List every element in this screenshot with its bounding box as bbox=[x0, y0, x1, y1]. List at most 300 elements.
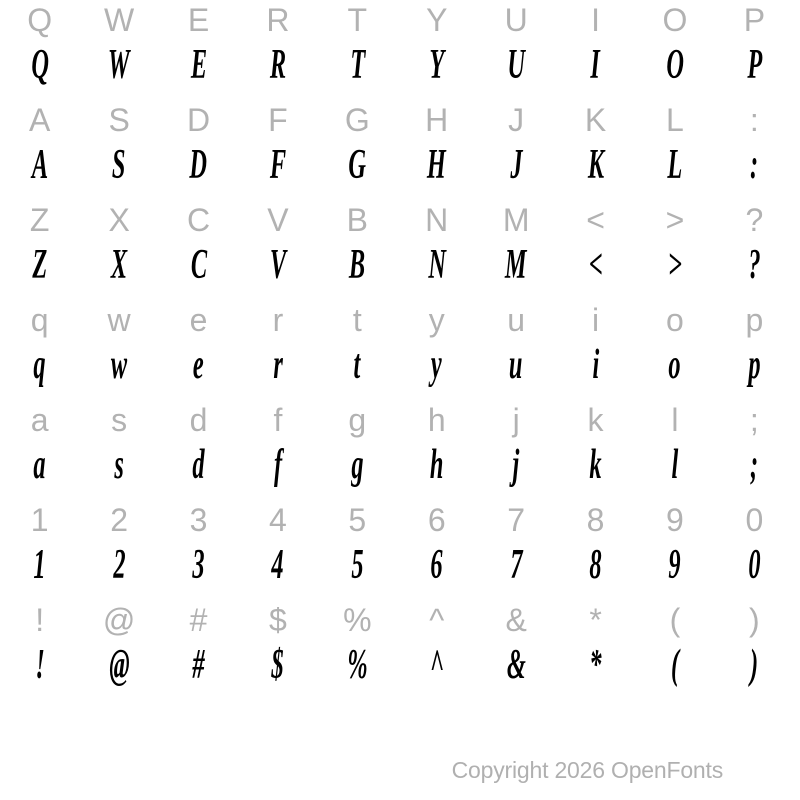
reference-glyph-char: $ bbox=[269, 602, 287, 638]
reference-glyph-cell bbox=[159, 400, 238, 442]
reference-glyph-char: d bbox=[189, 402, 208, 438]
reference-glyph-cell bbox=[635, 400, 714, 442]
specimen-row bbox=[0, 442, 794, 500]
specimen-glyph-cell bbox=[715, 542, 794, 600]
reference-glyph-cell bbox=[715, 600, 794, 642]
specimen-glyph-char: V bbox=[269, 242, 287, 288]
reference-glyph-cell bbox=[318, 200, 397, 242]
specimen-glyph-cell bbox=[476, 442, 555, 500]
reference-glyph-char: R bbox=[266, 2, 290, 38]
specimen-glyph-char: p bbox=[748, 342, 761, 388]
specimen-row bbox=[0, 542, 794, 600]
reference-glyph-cell bbox=[715, 100, 794, 142]
reference-glyph-char: H bbox=[425, 102, 449, 138]
glyph-row-pair bbox=[0, 300, 794, 400]
reference-glyph-cell bbox=[556, 0, 635, 42]
reference-glyph-cell bbox=[397, 100, 476, 142]
specimen-glyph-char: ! bbox=[34, 642, 45, 688]
reference-glyph-cell bbox=[397, 500, 476, 542]
reference-glyph-cell bbox=[397, 600, 476, 642]
reference-glyph-cell bbox=[397, 300, 476, 342]
reference-glyph-cell bbox=[238, 600, 317, 642]
reference-glyph-char: l bbox=[671, 402, 679, 438]
reference-glyph-cell bbox=[715, 500, 794, 542]
specimen-glyph-cell bbox=[556, 542, 635, 600]
reference-glyph-cell bbox=[79, 300, 158, 342]
specimen-glyph-char: e bbox=[193, 342, 204, 388]
reference-glyph-char: B bbox=[346, 202, 368, 238]
specimen-glyph-char: 9 bbox=[668, 542, 682, 588]
specimen-glyph-char: F bbox=[269, 142, 287, 188]
specimen-glyph-char: k bbox=[589, 442, 602, 488]
reference-glyph-cell bbox=[635, 0, 714, 42]
reference-row bbox=[0, 200, 794, 242]
specimen-glyph-cell bbox=[635, 342, 714, 400]
specimen-glyph-cell bbox=[0, 142, 79, 200]
reference-glyph-cell bbox=[159, 500, 238, 542]
specimen-glyph-char: f bbox=[273, 442, 282, 488]
specimen-glyph-char: A bbox=[31, 142, 48, 188]
specimen-glyph-cell bbox=[556, 142, 635, 200]
specimen-glyph-cell bbox=[715, 42, 794, 100]
reference-glyph-char: 7 bbox=[507, 502, 526, 538]
specimen-glyph-char: w bbox=[110, 342, 128, 388]
reference-glyph-char: X bbox=[108, 202, 130, 238]
specimen-glyph-cell bbox=[635, 642, 714, 700]
specimen-glyph-cell bbox=[318, 542, 397, 600]
reference-glyph-cell bbox=[0, 400, 79, 442]
reference-glyph-cell bbox=[556, 400, 635, 442]
specimen-glyph-cell bbox=[715, 342, 794, 400]
specimen-glyph-char: ; bbox=[750, 442, 759, 488]
specimen-glyph-cell bbox=[397, 42, 476, 100]
reference-glyph-cell bbox=[556, 200, 635, 242]
reference-glyph-cell bbox=[476, 300, 555, 342]
reference-glyph-cell bbox=[159, 200, 238, 242]
reference-glyph-cell bbox=[476, 0, 555, 42]
reference-row bbox=[0, 100, 794, 142]
specimen-glyph-char: K bbox=[587, 142, 604, 188]
reference-glyph-cell bbox=[476, 200, 555, 242]
specimen-glyph-cell bbox=[238, 542, 317, 600]
specimen-glyph-char: q bbox=[33, 342, 46, 388]
specimen-glyph-cell bbox=[238, 142, 317, 200]
reference-row bbox=[0, 300, 794, 342]
reference-glyph-char: ^ bbox=[429, 602, 445, 638]
glyph-row-pair bbox=[0, 0, 794, 100]
specimen-glyph-cell bbox=[635, 242, 714, 300]
specimen-glyph-char: # bbox=[192, 642, 205, 688]
reference-glyph-char: O bbox=[662, 2, 688, 38]
specimen-glyph-cell bbox=[79, 142, 158, 200]
specimen-glyph-char: d bbox=[192, 442, 205, 488]
reference-glyph-cell bbox=[635, 100, 714, 142]
reference-glyph-cell bbox=[715, 400, 794, 442]
specimen-glyph-cell bbox=[238, 342, 317, 400]
glyph-row-pair bbox=[0, 100, 794, 200]
specimen-glyph-cell bbox=[318, 342, 397, 400]
reference-glyph-char: ( bbox=[669, 602, 681, 638]
specimen-glyph-cell bbox=[397, 542, 476, 600]
specimen-glyph-char: r bbox=[273, 342, 283, 388]
specimen-glyph-cell bbox=[159, 642, 238, 700]
reference-glyph-cell bbox=[238, 300, 317, 342]
specimen-glyph-char: h bbox=[429, 442, 444, 488]
specimen-glyph-cell bbox=[159, 542, 238, 600]
specimen-glyph-char: $ bbox=[271, 642, 285, 688]
specimen-glyph-char: O bbox=[666, 42, 684, 88]
specimen-glyph-char: T bbox=[349, 42, 365, 88]
reference-glyph-char: K bbox=[584, 102, 607, 138]
specimen-glyph-char: M bbox=[505, 242, 527, 288]
specimen-glyph-cell bbox=[556, 42, 635, 100]
reference-glyph-cell bbox=[476, 600, 555, 642]
reference-glyph-cell bbox=[476, 500, 555, 542]
reference-glyph-cell bbox=[476, 100, 555, 142]
reference-glyph-cell bbox=[79, 200, 158, 242]
reference-glyph-char: u bbox=[507, 302, 526, 338]
specimen-glyph-cell bbox=[159, 342, 238, 400]
specimen-glyph-cell bbox=[556, 342, 635, 400]
reference-glyph-char: # bbox=[189, 602, 208, 638]
specimen-glyph-char: Y bbox=[429, 42, 445, 88]
reference-glyph-cell bbox=[715, 0, 794, 42]
reference-glyph-char: g bbox=[348, 402, 367, 438]
specimen-glyph-char: o bbox=[668, 342, 682, 388]
specimen-glyph-char: Q bbox=[30, 42, 49, 88]
specimen-glyph-cell bbox=[318, 242, 397, 300]
reference-glyph-cell bbox=[159, 300, 238, 342]
reference-glyph-char: t bbox=[352, 302, 362, 338]
reference-glyph-char: S bbox=[108, 102, 130, 138]
specimen-glyph-char: ) bbox=[750, 642, 759, 688]
specimen-glyph-cell bbox=[556, 442, 635, 500]
specimen-glyph-cell bbox=[635, 442, 714, 500]
specimen-glyph-cell bbox=[238, 642, 317, 700]
reference-row bbox=[0, 0, 794, 42]
reference-glyph-char: 0 bbox=[745, 502, 764, 538]
specimen-glyph-char: W bbox=[108, 42, 130, 88]
specimen-glyph-cell bbox=[0, 542, 79, 600]
reference-glyph-cell bbox=[635, 500, 714, 542]
specimen-glyph-cell bbox=[715, 142, 794, 200]
specimen-glyph-cell bbox=[0, 642, 79, 700]
reference-glyph-char: % bbox=[343, 602, 372, 638]
specimen-glyph-cell bbox=[476, 542, 555, 600]
glyph-row-pair bbox=[0, 500, 794, 600]
reference-glyph-char: w bbox=[107, 302, 131, 338]
reference-glyph-char: P bbox=[743, 2, 766, 38]
reference-glyph-cell bbox=[635, 200, 714, 242]
specimen-glyph-char: 3 bbox=[192, 542, 205, 588]
specimen-glyph-cell bbox=[397, 242, 476, 300]
specimen-glyph-cell bbox=[79, 542, 158, 600]
reference-glyph-char: E bbox=[187, 2, 210, 38]
specimen-glyph-cell bbox=[159, 242, 238, 300]
glyph-row-pair bbox=[0, 200, 794, 300]
reference-glyph-cell bbox=[79, 400, 158, 442]
reference-row bbox=[0, 600, 794, 642]
reference-glyph-char: p bbox=[745, 302, 764, 338]
reference-glyph-cell bbox=[556, 100, 635, 142]
reference-glyph-char: L bbox=[666, 102, 684, 138]
specimen-glyph-char: j bbox=[512, 442, 520, 488]
reference-glyph-char: V bbox=[267, 202, 289, 238]
reference-glyph-char: ; bbox=[749, 402, 759, 438]
reference-glyph-cell bbox=[556, 500, 635, 542]
specimen-row bbox=[0, 242, 794, 300]
reference-glyph-char: Z bbox=[29, 202, 50, 238]
reference-glyph-char: 5 bbox=[348, 502, 367, 538]
reference-row bbox=[0, 500, 794, 542]
specimen-glyph-char: E bbox=[190, 42, 207, 88]
reference-glyph-char: q bbox=[30, 302, 49, 338]
reference-glyph-char: r bbox=[272, 302, 284, 338]
specimen-glyph-cell bbox=[79, 642, 158, 700]
specimen-glyph-cell bbox=[397, 642, 476, 700]
reference-glyph-cell bbox=[318, 300, 397, 342]
specimen-glyph-char: X bbox=[110, 242, 128, 288]
reference-glyph-char: I bbox=[591, 2, 600, 38]
reference-glyph-char: 6 bbox=[427, 502, 446, 538]
specimen-glyph-cell bbox=[159, 42, 238, 100]
reference-glyph-char: @ bbox=[102, 602, 136, 638]
reference-glyph-cell bbox=[238, 200, 317, 242]
specimen-glyph-cell bbox=[476, 642, 555, 700]
reference-glyph-char: 3 bbox=[189, 502, 208, 538]
reference-glyph-cell bbox=[556, 300, 635, 342]
reference-glyph-cell bbox=[79, 500, 158, 542]
specimen-glyph-cell bbox=[318, 42, 397, 100]
reference-glyph-cell bbox=[79, 100, 158, 142]
specimen-glyph-char: B bbox=[349, 242, 366, 288]
specimen-glyph-cell bbox=[635, 542, 714, 600]
specimen-glyph-char: 7 bbox=[510, 542, 523, 588]
specimen-glyph-char: D bbox=[189, 142, 208, 188]
reference-glyph-char: j bbox=[512, 402, 520, 438]
specimen-glyph-char: < bbox=[588, 242, 603, 288]
specimen-row bbox=[0, 42, 794, 100]
reference-glyph-char: ) bbox=[749, 602, 760, 638]
reference-glyph-char: h bbox=[427, 402, 446, 438]
reference-glyph-char: : bbox=[749, 102, 759, 138]
reference-glyph-cell bbox=[0, 600, 79, 642]
reference-glyph-char: G bbox=[344, 102, 370, 138]
specimen-glyph-cell bbox=[715, 642, 794, 700]
reference-row bbox=[0, 400, 794, 442]
reference-glyph-char: > bbox=[665, 202, 685, 238]
reference-glyph-char: f bbox=[273, 402, 283, 438]
reference-glyph-char: U bbox=[504, 2, 528, 38]
reference-glyph-cell bbox=[0, 0, 79, 42]
specimen-glyph-cell bbox=[715, 442, 794, 500]
reference-glyph-char: k bbox=[587, 402, 604, 438]
specimen-glyph-cell bbox=[238, 42, 317, 100]
reference-glyph-char: T bbox=[347, 2, 368, 38]
reference-glyph-char: y bbox=[428, 302, 445, 338]
reference-glyph-cell bbox=[79, 600, 158, 642]
reference-glyph-char: M bbox=[502, 202, 530, 238]
specimen-glyph-char: ? bbox=[748, 242, 761, 288]
reference-glyph-cell bbox=[0, 500, 79, 542]
reference-glyph-cell bbox=[238, 400, 317, 442]
specimen-glyph-cell bbox=[318, 442, 397, 500]
reference-glyph-cell bbox=[318, 500, 397, 542]
specimen-glyph-char: J bbox=[510, 142, 523, 188]
specimen-glyph-cell bbox=[476, 142, 555, 200]
reference-glyph-cell bbox=[318, 100, 397, 142]
reference-glyph-char: o bbox=[666, 302, 684, 338]
specimen-glyph-cell bbox=[635, 42, 714, 100]
reference-glyph-char: J bbox=[508, 102, 525, 138]
specimen-row bbox=[0, 142, 794, 200]
specimen-glyph-char: S bbox=[112, 142, 126, 188]
specimen-glyph-cell bbox=[79, 42, 158, 100]
specimen-glyph-char: t bbox=[353, 342, 361, 388]
specimen-row bbox=[0, 342, 794, 400]
specimen-glyph-char: ^ bbox=[429, 642, 444, 688]
reference-glyph-char: 2 bbox=[110, 502, 128, 538]
specimen-glyph-char: g bbox=[351, 442, 364, 488]
reference-glyph-cell bbox=[159, 600, 238, 642]
specimen-glyph-cell bbox=[159, 142, 238, 200]
reference-glyph-cell bbox=[238, 0, 317, 42]
glyph-row-pair bbox=[0, 400, 794, 500]
reference-glyph-cell bbox=[715, 200, 794, 242]
specimen-glyph-cell bbox=[397, 442, 476, 500]
specimen-glyph-char: G bbox=[348, 142, 367, 188]
specimen-glyph-char: 4 bbox=[271, 542, 285, 588]
reference-glyph-cell bbox=[318, 400, 397, 442]
reference-glyph-char: Y bbox=[426, 2, 448, 38]
specimen-glyph-cell bbox=[0, 342, 79, 400]
reference-glyph-cell bbox=[238, 100, 317, 142]
specimen-glyph-cell bbox=[556, 242, 635, 300]
specimen-glyph-char: a bbox=[33, 442, 46, 488]
reference-glyph-char: Q bbox=[27, 2, 53, 38]
specimen-glyph-cell bbox=[635, 142, 714, 200]
reference-glyph-char: 9 bbox=[666, 502, 684, 538]
reference-glyph-cell bbox=[0, 200, 79, 242]
specimen-glyph-char: P bbox=[746, 42, 762, 88]
specimen-glyph-char: N bbox=[427, 242, 446, 288]
reference-glyph-cell bbox=[397, 200, 476, 242]
specimen-glyph-char: & bbox=[506, 642, 526, 688]
specimen-glyph-cell bbox=[318, 142, 397, 200]
reference-glyph-cell bbox=[318, 0, 397, 42]
reference-glyph-char: 8 bbox=[586, 502, 605, 538]
specimen-glyph-cell bbox=[0, 242, 79, 300]
reference-glyph-cell bbox=[79, 0, 158, 42]
reference-glyph-cell bbox=[397, 400, 476, 442]
specimen-glyph-char: R bbox=[269, 42, 287, 88]
specimen-row bbox=[0, 642, 794, 700]
specimen-glyph-char: @ bbox=[108, 642, 130, 688]
reference-glyph-char: C bbox=[186, 202, 211, 238]
specimen-glyph-cell bbox=[318, 642, 397, 700]
specimen-glyph-cell bbox=[0, 42, 79, 100]
specimen-glyph-char: 8 bbox=[589, 542, 602, 588]
specimen-glyph-cell bbox=[397, 142, 476, 200]
specimen-glyph-cell bbox=[715, 242, 794, 300]
reference-glyph-char: s bbox=[111, 402, 128, 438]
reference-glyph-char: W bbox=[104, 2, 135, 38]
reference-glyph-char: ? bbox=[745, 202, 764, 238]
glyph-row-pair bbox=[0, 600, 794, 700]
reference-glyph-cell bbox=[476, 400, 555, 442]
specimen-glyph-char: I bbox=[590, 42, 601, 88]
specimen-glyph-char: Z bbox=[32, 242, 48, 288]
specimen-glyph-cell bbox=[79, 442, 158, 500]
reference-glyph-cell bbox=[556, 600, 635, 642]
reference-glyph-char: a bbox=[30, 402, 49, 438]
reference-glyph-char: N bbox=[425, 202, 449, 238]
reference-glyph-cell bbox=[0, 100, 79, 142]
reference-glyph-cell bbox=[397, 0, 476, 42]
specimen-glyph-char: > bbox=[668, 242, 682, 288]
reference-glyph-cell bbox=[715, 300, 794, 342]
reference-glyph-cell bbox=[159, 100, 238, 142]
reference-glyph-char: * bbox=[589, 602, 602, 638]
specimen-glyph-char: : bbox=[750, 142, 759, 188]
specimen-glyph-char: l bbox=[671, 442, 679, 488]
specimen-glyph-cell bbox=[556, 642, 635, 700]
specimen-glyph-char: s bbox=[114, 442, 124, 488]
reference-glyph-char: 1 bbox=[30, 502, 49, 538]
specimen-glyph-cell bbox=[476, 42, 555, 100]
reference-glyph-char: D bbox=[186, 102, 211, 138]
reference-glyph-cell bbox=[635, 600, 714, 642]
reference-glyph-cell bbox=[238, 500, 317, 542]
specimen-glyph-cell bbox=[476, 342, 555, 400]
specimen-glyph-char: L bbox=[667, 142, 683, 188]
specimen-glyph-cell bbox=[397, 342, 476, 400]
specimen-glyph-char: C bbox=[190, 242, 207, 288]
reference-glyph-char: < bbox=[586, 202, 605, 238]
reference-glyph-cell bbox=[0, 300, 79, 342]
copyright-text: Copyright 2026 OpenFonts bbox=[451, 757, 723, 783]
reference-glyph-cell bbox=[159, 0, 238, 42]
specimen-glyph-char: 0 bbox=[748, 542, 761, 588]
specimen-glyph-char: H bbox=[427, 142, 447, 188]
specimen-glyph-cell bbox=[79, 342, 158, 400]
specimen-glyph-char: 1 bbox=[33, 542, 46, 588]
reference-glyph-char: e bbox=[189, 302, 208, 338]
reference-glyph-char: ! bbox=[35, 602, 45, 638]
reference-glyph-cell bbox=[318, 600, 397, 642]
specimen-glyph-cell bbox=[476, 242, 555, 300]
specimen-glyph-char: 2 bbox=[113, 542, 126, 588]
specimen-glyph-char: ( bbox=[670, 642, 680, 688]
specimen-glyph-char: U bbox=[507, 42, 525, 88]
specimen-glyph-char: u bbox=[509, 342, 523, 388]
specimen-glyph-char: 5 bbox=[351, 542, 364, 588]
reference-glyph-char: A bbox=[29, 102, 51, 138]
specimen-glyph-char: y bbox=[431, 342, 443, 388]
reference-glyph-char: i bbox=[591, 302, 600, 338]
specimen-glyph-cell bbox=[159, 442, 238, 500]
reference-glyph-char: 4 bbox=[269, 502, 287, 538]
specimen-glyph-char: 6 bbox=[430, 542, 443, 588]
specimen-glyph-char: i bbox=[592, 342, 599, 388]
specimen-glyph-cell bbox=[79, 242, 158, 300]
specimen-glyph-char: * bbox=[589, 642, 602, 688]
reference-glyph-cell bbox=[635, 300, 714, 342]
specimen-glyph-char: % bbox=[347, 642, 368, 688]
specimen-glyph-cell bbox=[238, 442, 317, 500]
specimen-glyph-cell bbox=[0, 442, 79, 500]
specimen-glyph-cell bbox=[238, 242, 317, 300]
